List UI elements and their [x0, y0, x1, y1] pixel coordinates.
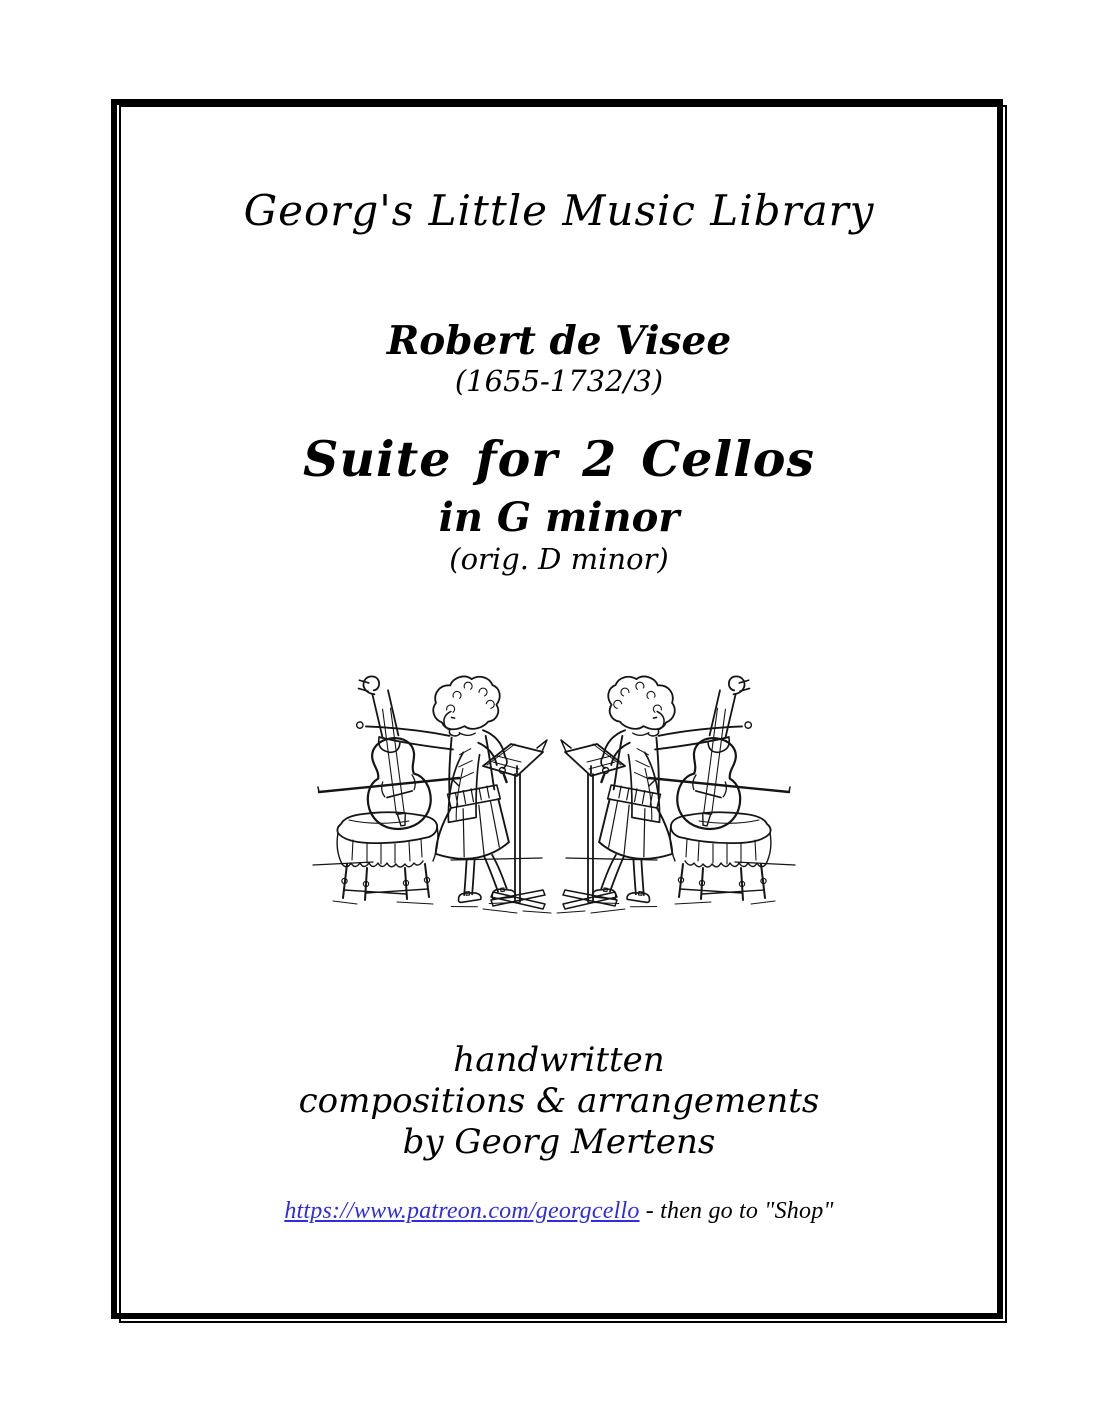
- footer-link-line: [111, 1198, 1007, 1225]
- cellist-engraving-illustration: [309, 668, 799, 923]
- cellist-left: [313, 670, 551, 917]
- work-original-key: (orig. D minor): [449, 542, 669, 576]
- patreon-link[interactable]: https://www.patreon.com/georgcello: [284, 1198, 640, 1224]
- credits-line-2: compositions & arrangements: [298, 1081, 820, 1121]
- cellist-engraving-svg: [309, 668, 799, 923]
- footer-link-suffix: - then go to "Shop": [639, 1198, 834, 1224]
- credits-block: [111, 1040, 1007, 1163]
- composer-dates: (1655-1732/3): [454, 364, 664, 398]
- work-title: Suite for 2 Cellos: [303, 430, 815, 488]
- cellist-right-mirrored: [557, 670, 795, 917]
- work-key: in G minor: [438, 494, 680, 541]
- composer-name: Robert de Visee: [386, 318, 732, 364]
- library-title: Georg's Little Music Library: [243, 186, 875, 235]
- credits-line-1: handwritten: [453, 1040, 665, 1080]
- credits-line-3: by Georg Mertens: [402, 1122, 716, 1162]
